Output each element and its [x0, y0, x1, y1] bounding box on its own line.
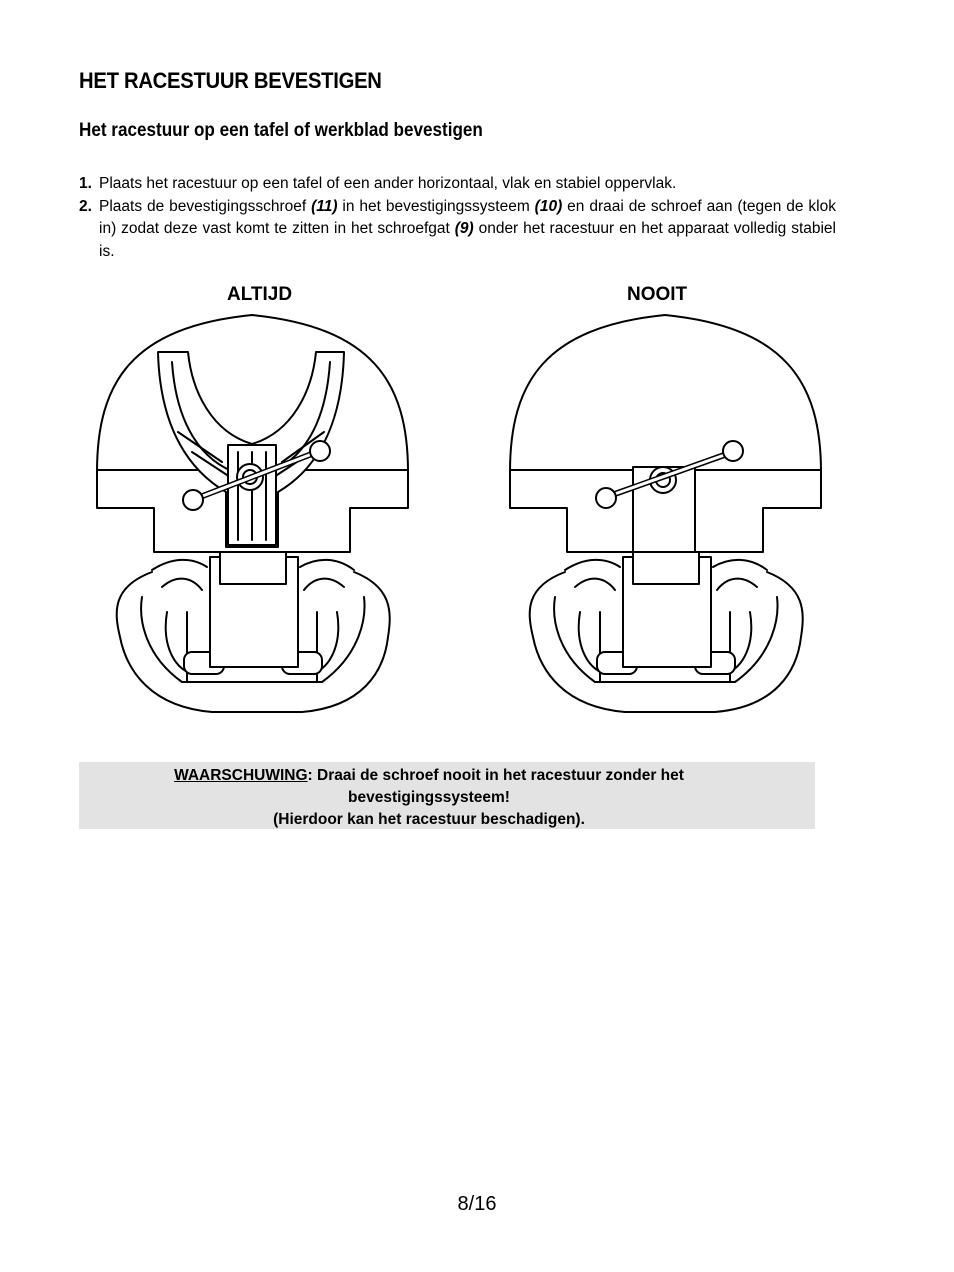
part-reference: (11)	[311, 197, 338, 215]
wheel-with-clamp-illustration	[92, 312, 414, 722]
warning-box	[79, 762, 815, 829]
wheel-without-clamp-illustration	[505, 312, 827, 722]
figure-label-always: ALTIJD	[227, 284, 293, 305]
page-number: 8/16	[457, 1193, 497, 1215]
list-item	[79, 173, 836, 196]
step-text: en draai de schroef aan (tegen de klok in) zodat deze vast komt te zitten in het schroefgat	[99, 197, 836, 237]
page-title: HET RACESTUUR BEVESTIGEN	[79, 68, 382, 93]
instruction-list	[79, 173, 836, 263]
step-text: Plaats de bevestigingsschroef	[99, 197, 307, 215]
step-number: 2.	[79, 197, 92, 215]
list-item	[79, 196, 836, 264]
step-text: Plaats het racestuur op een tafel of een ander horizontaal, vlak en stabiel oppervlak.	[99, 175, 677, 192]
part-reference: (9)	[454, 220, 474, 237]
figure-label-never: NOOIT	[627, 284, 688, 305]
step-text: onder het racestuur en het apparaat volledig stabiel is.	[99, 220, 837, 260]
warning-line	[79, 765, 779, 787]
part-reference: (10)	[534, 197, 563, 215]
warning-label: WAARSCHUWING	[174, 767, 308, 784]
step-text: in het bevestigingssysteem	[342, 197, 530, 215]
warning-text: : Draai de schroef nooit in het racestuur zonder het	[307, 767, 684, 784]
warning-line: (Hierdoor kan het racestuur beschadigen).	[273, 811, 585, 828]
step-number: 1.	[79, 175, 92, 192]
section-title: Het racestuur op een tafel of werkblad bevestigen	[79, 120, 483, 141]
warning-line: bevestigingssysteem!	[348, 789, 510, 806]
